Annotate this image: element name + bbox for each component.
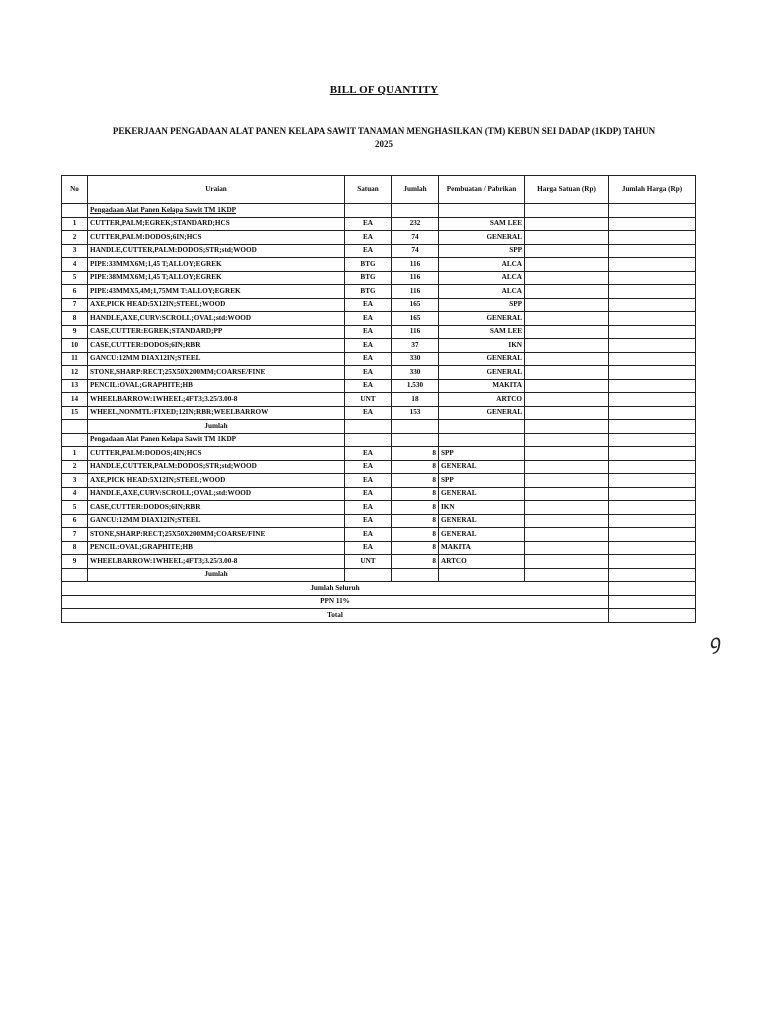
row-no: 14 xyxy=(62,393,88,407)
row-jumlah: 165 xyxy=(392,312,439,326)
row-jumlah: 74 xyxy=(392,231,439,245)
header-no: No xyxy=(62,176,88,204)
row-satuan: EA xyxy=(345,244,392,258)
jumlah-seluruh-value xyxy=(609,582,696,596)
empty-cell xyxy=(62,420,88,434)
row-pabrikan: SPP xyxy=(439,447,525,461)
row-jumlah-harga xyxy=(609,379,696,393)
bill-of-quantity-table xyxy=(61,175,696,623)
row-satuan: EA xyxy=(345,298,392,312)
row-harga-satuan xyxy=(525,501,609,515)
row-jumlah-harga xyxy=(609,298,696,312)
row-harga-satuan xyxy=(525,352,609,366)
row-satuan: EA xyxy=(345,379,392,393)
row-uraian: PENCIL:OVAL;GRAPHITE;HB xyxy=(88,379,345,393)
row-uraian: GANCU:12MM DIAX12IN;STEEL xyxy=(88,514,345,528)
row-jumlah-harga xyxy=(609,231,696,245)
row-no: 3 xyxy=(62,244,88,258)
header-harga-satuan: Harga Satuan (Rp) xyxy=(525,176,609,204)
row-pabrikan: IKN xyxy=(439,339,525,353)
row-jumlah: 18 xyxy=(392,393,439,407)
row-jumlah-harga xyxy=(609,406,696,420)
empty-cell xyxy=(392,433,439,447)
section-2-subtotal xyxy=(62,568,696,582)
row-uraian: HANDLE,CUTTER,PALM:DODOS;STR;std;WOOD xyxy=(88,244,345,258)
row-harga-satuan xyxy=(525,231,609,245)
row-jumlah: 330 xyxy=(392,366,439,380)
table-row xyxy=(62,258,696,272)
row-jumlah: 116 xyxy=(392,271,439,285)
row-pabrikan: GENERAL xyxy=(439,231,525,245)
row-satuan: EA xyxy=(345,231,392,245)
row-jumlah: 330 xyxy=(392,352,439,366)
row-satuan: EA xyxy=(345,339,392,353)
row-no: 4 xyxy=(62,258,88,272)
row-no: 8 xyxy=(62,541,88,555)
row-no: 13 xyxy=(62,379,88,393)
empty-cell xyxy=(609,420,696,434)
row-harga-satuan xyxy=(525,312,609,326)
table-row xyxy=(62,406,696,420)
table-row xyxy=(62,244,696,258)
row-uraian: WHEELBARROW:1WHEEL;4FT3;3.25/3.00-8 xyxy=(88,555,345,569)
row-harga-satuan xyxy=(525,528,609,542)
row-satuan: EA xyxy=(345,460,392,474)
header-uraian: Uraian xyxy=(88,176,345,204)
row-pabrikan: GENERAL xyxy=(439,514,525,528)
row-harga-satuan xyxy=(525,325,609,339)
row-harga-satuan xyxy=(525,244,609,258)
row-jumlah: 37 xyxy=(392,339,439,353)
empty-cell xyxy=(392,420,439,434)
row-jumlah: 8 xyxy=(392,474,439,488)
row-jumlah-harga xyxy=(609,460,696,474)
document-title: BILL OF QUANTITY xyxy=(329,84,439,96)
row-jumlah-harga xyxy=(609,514,696,528)
row-uraian: HANDLE,CUTTER,PALM:DODOS;STR;std;WOOD xyxy=(88,460,345,474)
row-satuan: BTG xyxy=(345,271,392,285)
row-pabrikan: SPP xyxy=(439,244,525,258)
empty-cell xyxy=(525,433,609,447)
row-jumlah-harga xyxy=(609,352,696,366)
empty-cell xyxy=(609,568,696,582)
row-uraian: CUTTER,PALM;EGREK;STANDARD;HCS xyxy=(88,217,345,231)
table-row xyxy=(62,285,696,299)
table-row xyxy=(62,541,696,555)
row-jumlah: 74 xyxy=(392,244,439,258)
row-satuan: EA xyxy=(345,487,392,501)
row-uraian: CASE,CUTTER:DODOS;6IN;RBR xyxy=(88,339,345,353)
row-harga-satuan xyxy=(525,379,609,393)
row-no: 4 xyxy=(62,487,88,501)
row-jumlah-harga xyxy=(609,447,696,461)
row-uraian: CUTTER,PALM:DODOS;6IN;HCS xyxy=(88,231,345,245)
row-satuan: EA xyxy=(345,528,392,542)
row-harga-satuan xyxy=(525,514,609,528)
ppn-label: PPN 11% xyxy=(62,595,609,609)
subtotal-row xyxy=(62,420,696,434)
section-heading-row xyxy=(62,433,696,447)
row-no: 5 xyxy=(62,271,88,285)
row-jumlah-harga xyxy=(609,325,696,339)
row-satuan: EA xyxy=(345,501,392,515)
section-heading-row xyxy=(62,204,696,218)
row-pabrikan: GENERAL xyxy=(439,528,525,542)
row-uraian: PIPE:38MMX6M;1,45 T;ALLOY;EGREK xyxy=(88,271,345,285)
row-no: 2 xyxy=(62,460,88,474)
subtotal-row xyxy=(62,568,696,582)
row-satuan: EA xyxy=(345,447,392,461)
row-harga-satuan xyxy=(525,487,609,501)
header-jumlah: Jumlah xyxy=(392,176,439,204)
row-harga-satuan xyxy=(525,555,609,569)
summary-section xyxy=(62,582,696,623)
table-row xyxy=(62,231,696,245)
row-jumlah-harga xyxy=(609,366,696,380)
row-jumlah-harga xyxy=(609,555,696,569)
empty-cell xyxy=(345,433,392,447)
row-pabrikan: GENERAL xyxy=(439,352,525,366)
row-no: 3 xyxy=(62,474,88,488)
empty-cell xyxy=(439,568,525,582)
document-subtitle xyxy=(60,125,708,151)
subtitle-line-2: 2025 xyxy=(375,139,393,149)
row-uraian: GANCU:12MM DIAX12IN;STEEL xyxy=(88,352,345,366)
row-jumlah: 153 xyxy=(392,406,439,420)
row-pabrikan: SPP xyxy=(439,298,525,312)
table-row xyxy=(62,325,696,339)
row-pabrikan: GENERAL xyxy=(439,487,525,501)
row-uraian: CASE,CUTTER:EGREK;STANDARD;PP xyxy=(88,325,345,339)
row-harga-satuan xyxy=(525,339,609,353)
row-satuan: EA xyxy=(345,406,392,420)
table-row xyxy=(62,339,696,353)
table-row xyxy=(62,555,696,569)
row-satuan: EA xyxy=(345,325,392,339)
row-no: 5 xyxy=(62,501,88,515)
row-harga-satuan xyxy=(525,258,609,272)
row-satuan: EA xyxy=(345,312,392,326)
row-no: 15 xyxy=(62,406,88,420)
row-jumlah-harga xyxy=(609,393,696,407)
empty-cell xyxy=(525,420,609,434)
row-satuan: EA xyxy=(345,217,392,231)
row-jumlah: 116 xyxy=(392,285,439,299)
table-row xyxy=(62,217,696,231)
row-jumlah: 116 xyxy=(392,325,439,339)
empty-cell xyxy=(345,568,392,582)
row-uraian: WHEEL,NONMTL:FIXED;12IN;RBR;WEELBARROW xyxy=(88,406,345,420)
row-pabrikan: ALCA xyxy=(439,271,525,285)
row-no: 1 xyxy=(62,447,88,461)
section-2-subtotal-label: Jumlah xyxy=(88,568,345,582)
table-row xyxy=(62,366,696,380)
row-harga-satuan xyxy=(525,447,609,461)
row-uraian: WHEELBARROW:1WHEEL;4FT3;3.25/3.00-8 xyxy=(88,393,345,407)
row-pabrikan: GENERAL xyxy=(439,366,525,380)
row-harga-satuan xyxy=(525,460,609,474)
row-uraian: PIPE:43MMX5,4M;1,75MM T:ALLOY;EGREK xyxy=(88,285,345,299)
row-jumlah-harga xyxy=(609,528,696,542)
row-pabrikan: MAKITA xyxy=(439,541,525,555)
row-satuan: EA xyxy=(345,541,392,555)
table-row xyxy=(62,528,696,542)
row-pabrikan: ARTCO xyxy=(439,555,525,569)
row-uraian: AXE,PICK HEAD:5X12IN;STEEL;WOOD xyxy=(88,474,345,488)
row-jumlah-harga xyxy=(609,312,696,326)
table-row xyxy=(62,393,696,407)
row-uraian: STONE,SHARP:RECT;25X50X200MM;COARSE/FINE xyxy=(88,366,345,380)
header-satuan: Satuan xyxy=(345,176,392,204)
table-row xyxy=(62,474,696,488)
empty-cell xyxy=(525,568,609,582)
row-no: 7 xyxy=(62,298,88,312)
row-jumlah: 8 xyxy=(392,555,439,569)
row-jumlah-harga xyxy=(609,271,696,285)
row-harga-satuan xyxy=(525,474,609,488)
table-header-row xyxy=(62,176,696,204)
row-no: 12 xyxy=(62,366,88,380)
row-no: 6 xyxy=(62,285,88,299)
summary-row xyxy=(62,609,696,623)
row-no: 2 xyxy=(62,231,88,245)
row-uraian: HANDLE,AXE,CURV:SCROLL;OVAL;std:WOOD xyxy=(88,312,345,326)
empty-cell xyxy=(62,433,88,447)
section-1-heading: Pengadaan Alat Panen Kelapa Sawit TM 1KDP xyxy=(88,204,345,218)
empty-cell xyxy=(525,204,609,218)
empty-cell xyxy=(62,568,88,582)
row-uraian: HANDLE,AXE,CURV:SCROLL;OVAL;std:WOOD xyxy=(88,487,345,501)
table-row xyxy=(62,298,696,312)
subtitle-line-1: PEKERJAAN PENGADAAN ALAT PANEN KELAPA SAWIT TANAMAN MENGHASILKAN (TM) KEBUN SEI DADAP (1KDP) TAHUN xyxy=(112,126,656,136)
table-row xyxy=(62,271,696,285)
table-row xyxy=(62,312,696,326)
row-jumlah: 8 xyxy=(392,487,439,501)
table-row xyxy=(62,501,696,515)
row-uraian: AXE,PICK HEAD:5X12IN;STEEL;WOOD xyxy=(88,298,345,312)
row-satuan: EA xyxy=(345,352,392,366)
jumlah-seluruh-label: Jumlah Seluruh xyxy=(62,582,609,596)
summary-row xyxy=(62,595,696,609)
row-satuan: EA xyxy=(345,366,392,380)
row-jumlah-harga xyxy=(609,541,696,555)
row-pabrikan: GENERAL xyxy=(439,460,525,474)
empty-cell xyxy=(609,433,696,447)
row-pabrikan: ARTCO xyxy=(439,393,525,407)
section-1-body xyxy=(62,204,696,420)
row-pabrikan: IKN xyxy=(439,501,525,515)
row-harga-satuan xyxy=(525,366,609,380)
empty-cell xyxy=(609,204,696,218)
ppn-value xyxy=(609,595,696,609)
table-row xyxy=(62,352,696,366)
table-row xyxy=(62,460,696,474)
row-jumlah: 8 xyxy=(392,460,439,474)
row-harga-satuan xyxy=(525,271,609,285)
row-jumlah: 8 xyxy=(392,514,439,528)
section-2-heading: Pengadaan Alat Panen Kelapa Sawit TM 1KDP xyxy=(88,433,345,447)
table-row xyxy=(62,487,696,501)
row-jumlah-harga xyxy=(609,474,696,488)
section-2-body xyxy=(62,433,696,568)
row-harga-satuan xyxy=(525,217,609,231)
total-label: Total xyxy=(62,609,609,623)
row-no: 11 xyxy=(62,352,88,366)
header-jumlah-harga: Jumlah Harga (Rp) xyxy=(609,176,696,204)
row-jumlah: 8 xyxy=(392,501,439,515)
summary-row xyxy=(62,582,696,596)
row-pabrikan: ALCA xyxy=(439,285,525,299)
row-uraian: CUTTER,PALM:DODOS;4IN;HCS xyxy=(88,447,345,461)
row-satuan: EA xyxy=(345,514,392,528)
table-row xyxy=(62,514,696,528)
row-jumlah-harga xyxy=(609,487,696,501)
empty-cell xyxy=(439,420,525,434)
row-harga-satuan xyxy=(525,298,609,312)
header-pembuatan: Pembuatan / Pabrikan xyxy=(439,176,525,204)
row-harga-satuan xyxy=(525,541,609,555)
row-satuan: UNT xyxy=(345,555,392,569)
row-pabrikan: MAKITA xyxy=(439,379,525,393)
table-row xyxy=(62,379,696,393)
empty-cell xyxy=(392,204,439,218)
row-jumlah-harga xyxy=(609,244,696,258)
row-pabrikan: SAM LEE xyxy=(439,325,525,339)
row-no: 1 xyxy=(62,217,88,231)
handwritten-initial: ꝯ xyxy=(706,629,722,655)
row-uraian: STONE,SHARP:RECT;25X50X200MM;COARSE/FINE xyxy=(88,528,345,542)
section-1-subtotal xyxy=(62,420,696,434)
row-uraian: CASE,CUTTER:DODOS;6IN;RBR xyxy=(88,501,345,515)
row-jumlah: 8 xyxy=(392,447,439,461)
row-satuan: BTG xyxy=(345,258,392,272)
row-pabrikan: GENERAL xyxy=(439,406,525,420)
row-no: 7 xyxy=(62,528,88,542)
row-no: 6 xyxy=(62,514,88,528)
empty-cell xyxy=(439,204,525,218)
row-jumlah-harga xyxy=(609,217,696,231)
row-jumlah: 116 xyxy=(392,258,439,272)
row-pabrikan: SPP xyxy=(439,474,525,488)
row-no: 9 xyxy=(62,325,88,339)
empty-cell xyxy=(345,420,392,434)
empty-cell xyxy=(439,433,525,447)
empty-cell xyxy=(62,204,88,218)
row-harga-satuan xyxy=(525,285,609,299)
row-no: 10 xyxy=(62,339,88,353)
table-row xyxy=(62,447,696,461)
row-jumlah-harga xyxy=(609,258,696,272)
row-jumlah: 8 xyxy=(392,528,439,542)
row-jumlah-harga xyxy=(609,501,696,515)
row-uraian: PENCIL:OVAL;GRAPHITE;HB xyxy=(88,541,345,555)
total-value xyxy=(609,609,696,623)
row-pabrikan: SAM LEE xyxy=(439,217,525,231)
row-jumlah-harga xyxy=(609,339,696,353)
row-jumlah: 232 xyxy=(392,217,439,231)
section-1-subtotal-label: Jumlah xyxy=(88,420,345,434)
row-pabrikan: ALCA xyxy=(439,258,525,272)
row-jumlah-harga xyxy=(609,285,696,299)
row-satuan: EA xyxy=(345,474,392,488)
row-pabrikan: GENERAL xyxy=(439,312,525,326)
row-satuan: UNT xyxy=(345,393,392,407)
row-uraian: PIPE:33MMX6M;1,45 T;ALLOY;EGREK xyxy=(88,258,345,272)
row-no: 8 xyxy=(62,312,88,326)
empty-cell xyxy=(345,204,392,218)
row-harga-satuan xyxy=(525,393,609,407)
row-jumlah: 165 xyxy=(392,298,439,312)
row-no: 9 xyxy=(62,555,88,569)
row-jumlah: 8 xyxy=(392,541,439,555)
empty-cell xyxy=(392,568,439,582)
row-harga-satuan xyxy=(525,406,609,420)
row-satuan: BTG xyxy=(345,285,392,299)
row-jumlah: 1.530 xyxy=(392,379,439,393)
